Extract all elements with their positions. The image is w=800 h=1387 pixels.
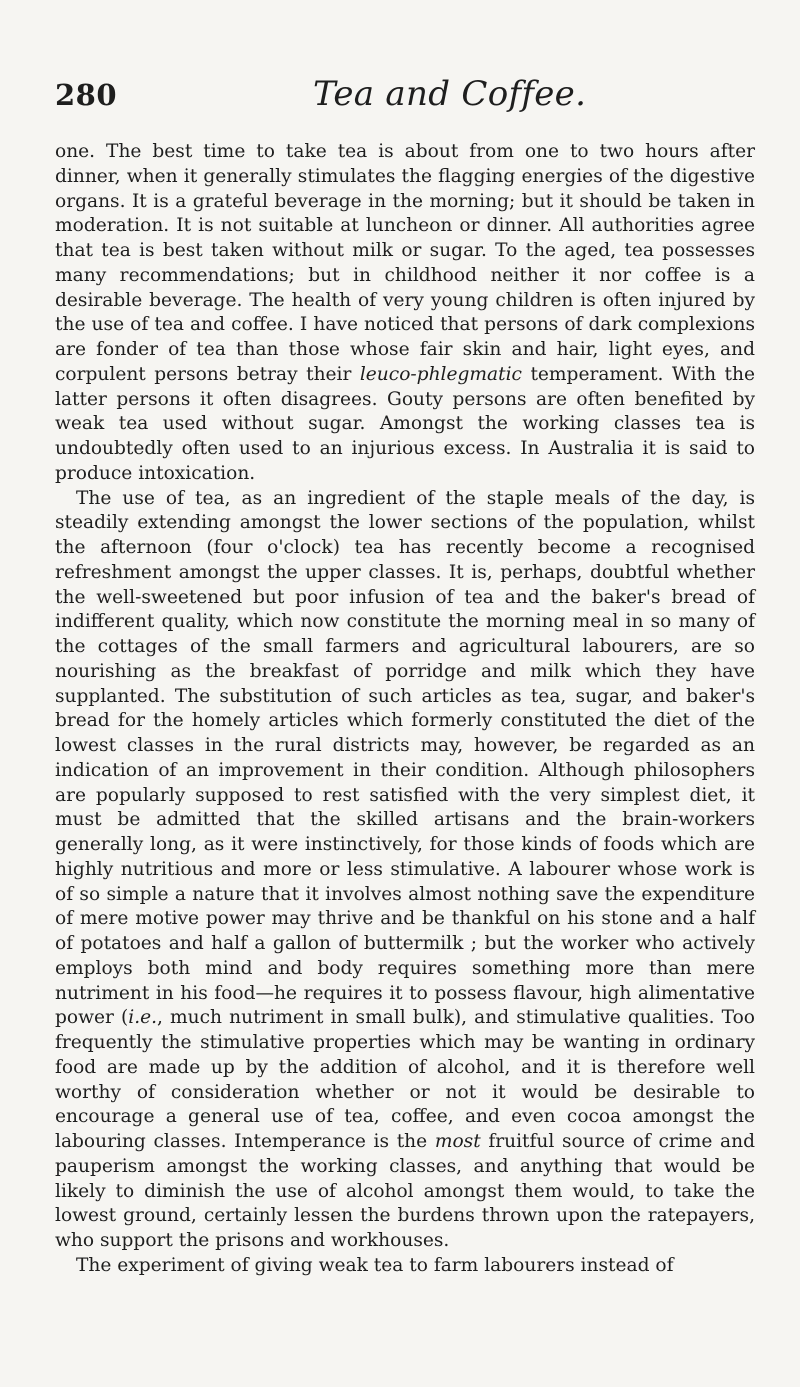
text-run: one. The best time to take tea is about from one to two hours after dinner, when it generally stimulates the flagging energies of the digestive organs. It is a grateful beverage in the morning; but it should be taken in moderation. It is not suitable at luncheon or dinner. All authorities agree that tea is best taken without milk or sugar. To the aged, tea possesses many recommendations; but in childhood neither it nor coffee is a desirable beverage. The health of very young children is often injured by the use of tea and coffee. I have noticed that persons of dark complexions are fonder of tea than those whose fair skin and hair, light eyes, and corpulent persons betray their [55, 141, 755, 385]
italic-term: most [434, 1131, 481, 1152]
page-number: 280 [55, 78, 118, 112]
running-title: Tea and Coffee. [313, 74, 587, 114]
paragraph [55, 487, 755, 1254]
text-run: fruitful source of crime and pauperism amongst the working classes, and anything that would be likely to diminish the use of alcohol amongst them would, to take the lowest ground, certainly lessen the burdens thrown upon the ratepayers, who support the prisons and workhouses. [55, 1131, 755, 1251]
running-header [55, 74, 755, 124]
paragraph [55, 1254, 755, 1279]
body-text [55, 140, 755, 1279]
italic-term: i.e. [128, 1007, 158, 1029]
text-run: , much nutriment in small bulk), and stimulative qualities. Too frequently the stimulative properties which may be wanting in ordinary food are made up by the addition of alcohol, and it is therefore well worthy of consideration whether or not it would be desirable to encourage a general use of tea, coffee, and even cocoa amongst the labouring classes. Intemperance is the [55, 1007, 755, 1152]
text-run: The use of tea, as an ingredient of the staple meals of the day, is steadily extending amongst the lower sections of the population, whilst the afternoon (four o'clock) tea has recently become a recognised refreshment amongst the upper classes. It is, perhaps, doubtful whether the well-sweetened but poor infusion of tea and the baker's bread of indifferent quality, which now constitute the morning meal in so many of the cottages of the small farmers and agricultural labourers, are so nourishing as the breakfast of porridge and milk which they have supplanted. The substitution of such articles as tea, sugar, and baker's bread for the homely articles which formerly constituted the diet of the lowest classes in the rural districts may, however, be regarded as an indication of an improvement in their condition. Although philosophers are popularly supposed to rest satisfied with the very simplest diet, it must be admitted that the skilled artisans and the brain-workers generally long, as it were instinctively, for those kinds of foods which are highly nutritious and more or less stimulative. A labourer whose work is of so simple a nature that it involves almost nothing save the expenditure of mere motive power may thrive and be thankful on his stone and a half of potatoes and half a gallon of buttermilk ; but the worker who actively employs both mind and body requires something more than mere nutriment in his food—he requires it to possess flavour, high alimentative power ( [55, 487, 755, 1029]
text-run: temperament. With the latter persons it often disagrees. Gouty persons are often benefited by weak tea used without sugar. Amongst the working classes tea is undoubtedly often used to an injurious excess. In Australia it is said to produce intoxication. [55, 363, 755, 484]
paragraph [55, 140, 755, 487]
text-run: The experiment of giving weak tea to farm labourers instead of [76, 1254, 674, 1276]
italic-term: leuco-phlegmatic [359, 363, 522, 385]
